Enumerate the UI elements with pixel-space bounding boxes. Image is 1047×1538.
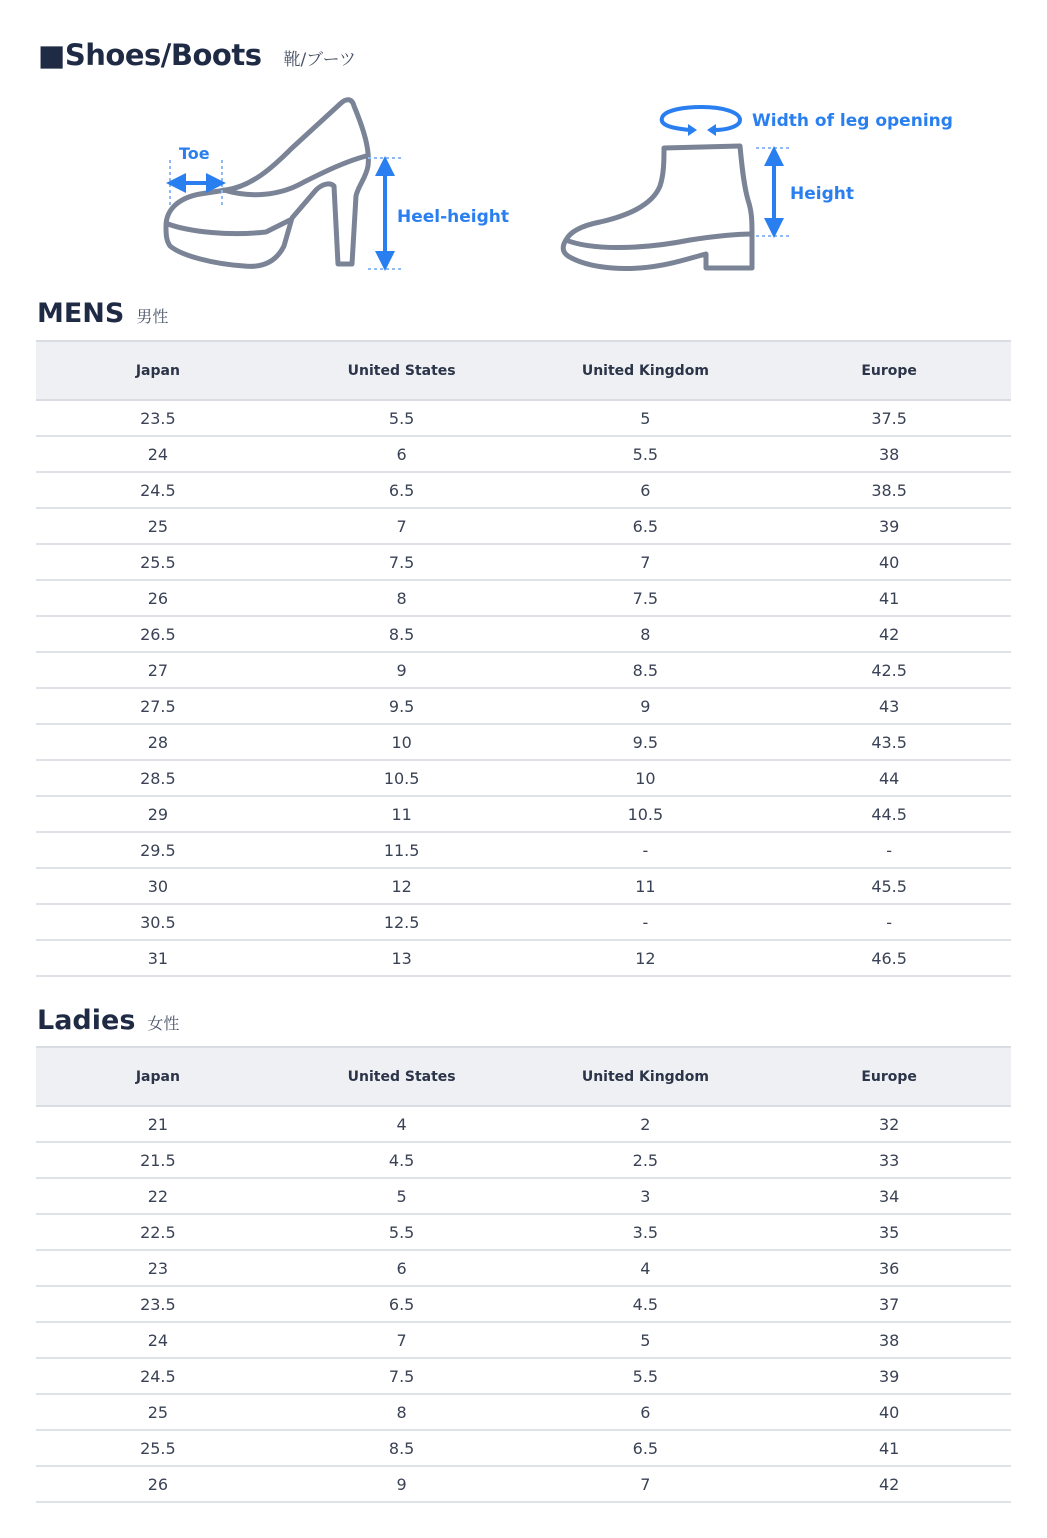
heel-height-label: Heel-height	[397, 207, 510, 227]
table-cell: 40	[767, 1394, 1011, 1430]
table-cell: -	[767, 832, 1011, 868]
table-cell: 8.5	[524, 652, 768, 688]
table-cell: 10	[280, 724, 524, 760]
mens-title: MENS	[37, 298, 125, 329]
table-cell: 5.5	[280, 400, 524, 436]
table-cell: 3.5	[524, 1214, 768, 1250]
table-cell: 44.5	[767, 796, 1011, 832]
table-cell: 7	[280, 508, 524, 544]
table-cell: 9	[280, 1466, 524, 1502]
column-header: Europe	[767, 341, 1011, 400]
ladies-size-table	[36, 1046, 1011, 1503]
table-row	[36, 760, 1011, 796]
table-cell: 24	[36, 436, 280, 472]
leg-opening-label: Width of leg opening	[752, 111, 953, 131]
table-cell: 7	[524, 544, 768, 580]
table-cell: 3	[524, 1178, 768, 1214]
table-cell: 43	[767, 688, 1011, 724]
table-cell: 26	[36, 1466, 280, 1502]
column-header: Japan	[36, 1047, 280, 1106]
table-cell: 29	[36, 796, 280, 832]
table-cell: 36	[767, 1250, 1011, 1286]
table-row	[36, 508, 1011, 544]
table-cell: -	[524, 904, 768, 940]
table-cell: 31	[36, 940, 280, 976]
table-cell: 35	[767, 1214, 1011, 1250]
table-cell: 7	[280, 1322, 524, 1358]
table-cell: 23.5	[36, 1286, 280, 1322]
table-cell: 6	[524, 1394, 768, 1430]
table-cell: 26	[36, 580, 280, 616]
table-cell: 13	[280, 940, 524, 976]
table-cell: 32	[767, 1106, 1011, 1142]
table-row	[36, 472, 1011, 508]
column-header: United States	[280, 341, 524, 400]
table-cell: 28	[36, 724, 280, 760]
table-cell: 6	[280, 1250, 524, 1286]
table-cell: 4	[524, 1250, 768, 1286]
table-cell: 5	[524, 400, 768, 436]
table-row	[36, 436, 1011, 472]
table-cell: 29.5	[36, 832, 280, 868]
table-cell: -	[524, 832, 768, 868]
table-cell: 4.5	[524, 1286, 768, 1322]
table-cell: 25.5	[36, 544, 280, 580]
table-row	[36, 1250, 1011, 1286]
table-cell: 25.5	[36, 1430, 280, 1466]
table-header-row	[36, 1047, 1011, 1106]
measurement-illustrations	[0, 90, 1047, 280]
table-cell: 27	[36, 652, 280, 688]
column-header: United Kingdom	[524, 341, 768, 400]
table-cell: 6.5	[280, 472, 524, 508]
table-cell: 6.5	[280, 1286, 524, 1322]
table-cell: 2.5	[524, 1142, 768, 1178]
table-cell: 46.5	[767, 940, 1011, 976]
table-row	[36, 580, 1011, 616]
table-cell: 4	[280, 1106, 524, 1142]
table-row	[36, 1142, 1011, 1178]
table-cell: 30	[36, 868, 280, 904]
ladies-subtitle: 女性	[147, 1014, 180, 1033]
table-row	[36, 1286, 1011, 1322]
table-cell: 8.5	[280, 616, 524, 652]
table-cell: 6	[524, 472, 768, 508]
table-cell: 38.5	[767, 472, 1011, 508]
table-cell: 23	[36, 1250, 280, 1286]
table-cell: 11	[280, 796, 524, 832]
table-cell: 43.5	[767, 724, 1011, 760]
mens-size-table	[36, 340, 1011, 977]
mens-section-title	[37, 298, 168, 329]
illustration-canvas	[0, 90, 1047, 280]
toe-label: Toe	[179, 144, 210, 163]
height-label: Height	[790, 184, 854, 204]
table-cell: 21	[36, 1106, 280, 1142]
table-cell: 25	[36, 1394, 280, 1430]
table-cell: 25	[36, 508, 280, 544]
table-row	[36, 1466, 1011, 1502]
table-cell: 44	[767, 760, 1011, 796]
ladies-title: Ladies	[37, 1005, 136, 1036]
table-row	[36, 1106, 1011, 1142]
table-row	[36, 832, 1011, 868]
table-row	[36, 400, 1011, 436]
table-cell: 37	[767, 1286, 1011, 1322]
table-cell: 22	[36, 1178, 280, 1214]
table-cell: 26.5	[36, 616, 280, 652]
table-cell: 38	[767, 1322, 1011, 1358]
table-cell: 41	[767, 1430, 1011, 1466]
table-cell: 42	[767, 616, 1011, 652]
table-cell: 10	[524, 760, 768, 796]
table-cell: 9.5	[280, 688, 524, 724]
table-cell: 8	[524, 616, 768, 652]
table-cell: 22.5	[36, 1214, 280, 1250]
table-cell: 5	[524, 1322, 768, 1358]
table-cell: 37.5	[767, 400, 1011, 436]
column-header: Europe	[767, 1047, 1011, 1106]
table-cell: 39	[767, 508, 1011, 544]
table-cell: 5.5	[524, 1358, 768, 1394]
table-cell: 8	[280, 580, 524, 616]
table-cell: 10.5	[524, 796, 768, 832]
table-cell: 9.5	[524, 724, 768, 760]
table-row	[36, 724, 1011, 760]
table-cell: 5.5	[280, 1214, 524, 1250]
table-cell: 6	[280, 436, 524, 472]
table-row	[36, 1430, 1011, 1466]
boot-icon	[563, 146, 752, 269]
table-cell: 21.5	[36, 1142, 280, 1178]
table-cell: 12	[524, 940, 768, 976]
table-cell: 11.5	[280, 832, 524, 868]
column-header: United Kingdom	[524, 1047, 768, 1106]
table-cell: 41	[767, 580, 1011, 616]
table-cell: -	[767, 904, 1011, 940]
table-cell: 42.5	[767, 652, 1011, 688]
column-header: United States	[280, 1047, 524, 1106]
table-cell: 23.5	[36, 400, 280, 436]
table-cell: 24.5	[36, 472, 280, 508]
table-cell: 6.5	[524, 1430, 768, 1466]
table-cell: 10.5	[280, 760, 524, 796]
mens-subtitle: 男性	[136, 307, 169, 326]
page-subtitle: 靴/ブーツ	[283, 50, 356, 70]
page-title	[38, 38, 356, 72]
table-cell: 33	[767, 1142, 1011, 1178]
boot-height-measure-icon	[756, 148, 792, 236]
table-row	[36, 1178, 1011, 1214]
table-cell: 40	[767, 544, 1011, 580]
table-cell: 39	[767, 1358, 1011, 1394]
table-cell: 11	[524, 868, 768, 904]
table-cell: 8	[280, 1394, 524, 1430]
table-cell: 5.5	[524, 436, 768, 472]
table-cell: 7	[524, 1466, 768, 1502]
table-row	[36, 544, 1011, 580]
table-cell: 24	[36, 1322, 280, 1358]
table-row	[36, 1214, 1011, 1250]
table-row	[36, 904, 1011, 940]
leg-opening-measure-icon	[662, 107, 740, 136]
column-header: Japan	[36, 341, 280, 400]
table-row	[36, 796, 1011, 832]
table-row	[36, 1394, 1011, 1430]
table-row	[36, 1322, 1011, 1358]
page-title-text: ■Shoes/Boots	[38, 38, 262, 72]
table-cell: 5	[280, 1178, 524, 1214]
table-cell: 30.5	[36, 904, 280, 940]
table-cell: 12	[280, 868, 524, 904]
table-cell: 34	[767, 1178, 1011, 1214]
table-cell: 38	[767, 436, 1011, 472]
table-row	[36, 868, 1011, 904]
table-cell: 7.5	[280, 1358, 524, 1394]
table-row	[36, 1358, 1011, 1394]
table-cell: 45.5	[767, 868, 1011, 904]
table-cell: 27.5	[36, 688, 280, 724]
table-header-row	[36, 341, 1011, 400]
table-cell: 28.5	[36, 760, 280, 796]
table-cell: 2	[524, 1106, 768, 1142]
table-cell: 24.5	[36, 1358, 280, 1394]
table-row	[36, 940, 1011, 976]
table-cell: 42	[767, 1466, 1011, 1502]
table-cell: 12.5	[280, 904, 524, 940]
table-row	[36, 688, 1011, 724]
ladies-section-title	[37, 1005, 179, 1036]
table-row	[36, 616, 1011, 652]
table-cell: 8.5	[280, 1430, 524, 1466]
table-cell: 4.5	[280, 1142, 524, 1178]
table-cell: 9	[524, 688, 768, 724]
table-cell: 9	[280, 652, 524, 688]
table-row	[36, 652, 1011, 688]
table-cell: 7.5	[524, 580, 768, 616]
table-cell: 6.5	[524, 508, 768, 544]
table-cell: 7.5	[280, 544, 524, 580]
